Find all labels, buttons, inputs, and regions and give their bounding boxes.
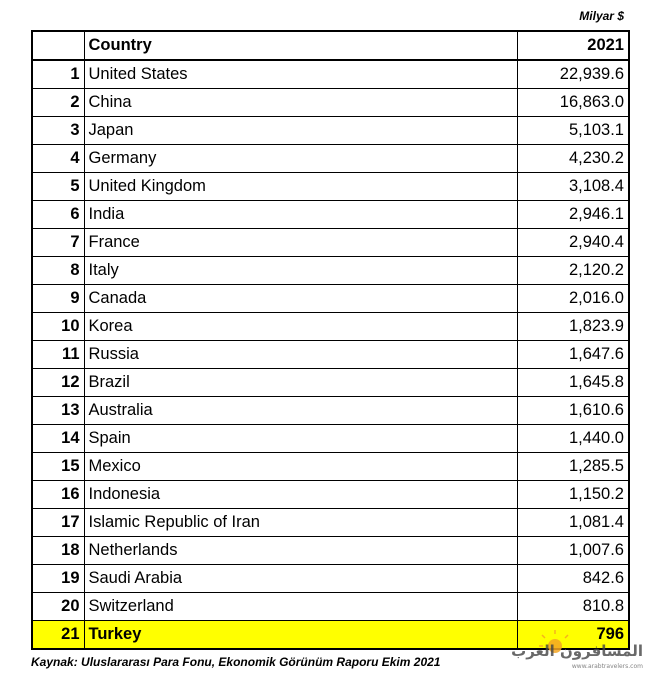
table-row [32, 229, 629, 257]
row-value: 2,940.4 [517, 229, 629, 257]
table-row [32, 565, 629, 593]
header-country: Country [84, 31, 517, 60]
row-rank: 20 [32, 593, 84, 621]
table-row [32, 509, 629, 537]
row-value: 842.6 [517, 565, 629, 593]
table-row [32, 397, 629, 425]
table-header-row [32, 31, 629, 60]
row-value: 1,647.6 [517, 341, 629, 369]
table-row [32, 341, 629, 369]
table-row [32, 145, 629, 173]
row-country: United Kingdom [84, 173, 517, 201]
table-row [32, 60, 629, 89]
row-value: 1,007.6 [517, 537, 629, 565]
row-rank: 4 [32, 145, 84, 173]
table-row [32, 257, 629, 285]
row-value: 2,120.2 [517, 257, 629, 285]
row-rank: 7 [32, 229, 84, 257]
source-note: Kaynak: Uluslararası Para Fonu, Ekonomik Görünüm Raporu Ekim 2021 [31, 655, 441, 669]
row-value: 3,108.4 [517, 173, 629, 201]
row-value: 1,440.0 [517, 425, 629, 453]
watermark-logo [511, 624, 649, 672]
unit-label: Milyar $ [579, 9, 624, 23]
row-rank: 2 [32, 89, 84, 117]
row-rank: 1 [32, 60, 84, 89]
row-country: Indonesia [84, 481, 517, 509]
row-rank: 13 [32, 397, 84, 425]
table-row [32, 593, 629, 621]
row-value: 1,285.5 [517, 453, 629, 481]
row-rank: 19 [32, 565, 84, 593]
row-value: 1,150.2 [517, 481, 629, 509]
row-country: Saudi Arabia [84, 565, 517, 593]
row-value: 1,610.6 [517, 397, 629, 425]
row-value: 1,823.9 [517, 313, 629, 341]
row-country: India [84, 201, 517, 229]
row-rank: 17 [32, 509, 84, 537]
row-value: 810.8 [517, 593, 629, 621]
table-row [32, 369, 629, 397]
row-country: France [84, 229, 517, 257]
table-row [32, 453, 629, 481]
row-country: Australia [84, 397, 517, 425]
row-rank: 3 [32, 117, 84, 145]
table-row [32, 285, 629, 313]
watermark-text: المسافرون العرب [511, 642, 643, 660]
row-rank: 15 [32, 453, 84, 481]
row-rank: 11 [32, 341, 84, 369]
row-value: 1,645.8 [517, 369, 629, 397]
row-country: Brazil [84, 369, 517, 397]
row-country: Canada [84, 285, 517, 313]
row-rank: 12 [32, 369, 84, 397]
watermark-subtext: www.arabtravelers.com [571, 663, 643, 670]
row-rank: 21 [32, 621, 84, 650]
row-value: 5,103.1 [517, 117, 629, 145]
row-rank: 8 [32, 257, 84, 285]
row-rank: 10 [32, 313, 84, 341]
row-value: 796 [517, 621, 629, 650]
row-country: Japan [84, 117, 517, 145]
header-rank [32, 31, 84, 60]
table-row [32, 89, 629, 117]
table-row [32, 481, 629, 509]
row-country: Islamic Republic of Iran [84, 509, 517, 537]
row-rank: 5 [32, 173, 84, 201]
row-country: Spain [84, 425, 517, 453]
row-country: Switzerland [84, 593, 517, 621]
row-value: 2,946.1 [517, 201, 629, 229]
table-row [32, 313, 629, 341]
table-row [32, 537, 629, 565]
row-value: 22,939.6 [517, 60, 629, 89]
row-value: 2,016.0 [517, 285, 629, 313]
table-row [32, 425, 629, 453]
row-country: Netherlands [84, 537, 517, 565]
table-row [32, 173, 629, 201]
row-rank: 16 [32, 481, 84, 509]
row-value: 1,081.4 [517, 509, 629, 537]
row-country: Korea [84, 313, 517, 341]
row-country: Russia [84, 341, 517, 369]
row-country: Italy [84, 257, 517, 285]
row-country: Germany [84, 145, 517, 173]
table-body [32, 60, 629, 649]
row-rank: 18 [32, 537, 84, 565]
row-country: China [84, 89, 517, 117]
table-row [32, 201, 629, 229]
row-country: United States [84, 60, 517, 89]
row-rank: 6 [32, 201, 84, 229]
row-rank: 14 [32, 425, 84, 453]
row-value: 4,230.2 [517, 145, 629, 173]
row-country: Turkey [84, 621, 517, 650]
row-rank: 9 [32, 285, 84, 313]
row-value: 16,863.0 [517, 89, 629, 117]
row-country: Mexico [84, 453, 517, 481]
header-year: 2021 [517, 31, 629, 60]
table-row [32, 117, 629, 145]
gdp-table [31, 30, 630, 650]
